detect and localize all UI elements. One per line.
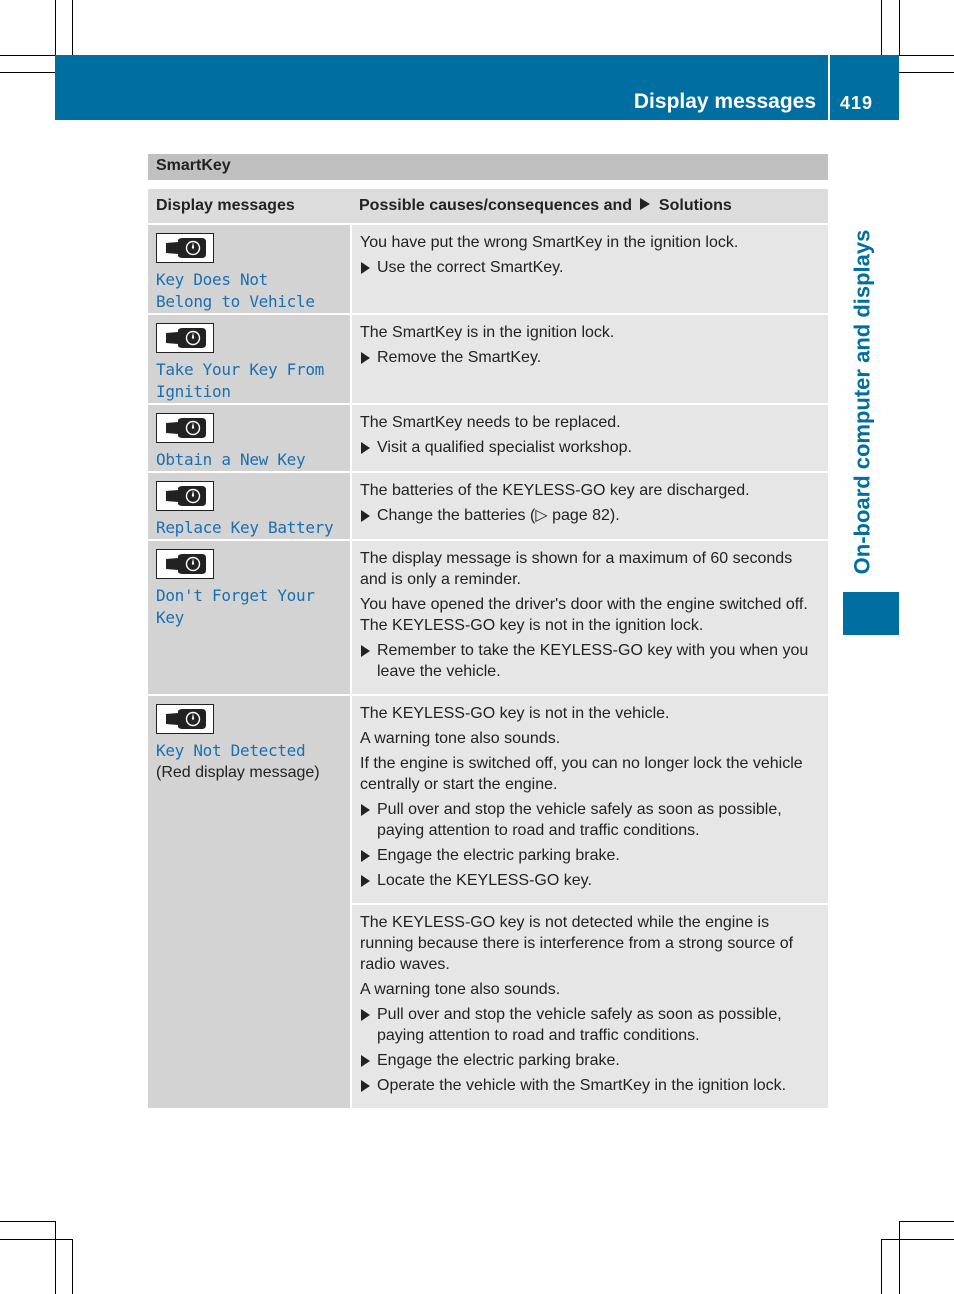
- crop-mark: [0, 1221, 55, 1222]
- cause-text: You have put the wrong SmartKey in the ignition lock.: [360, 234, 739, 251]
- crop-mark: [899, 1221, 954, 1222]
- header-divider: [828, 55, 830, 120]
- solution-step: [360, 437, 822, 458]
- solution-text: Remember to take the KEYLESS-GO key with you when you leave the vehicle.: [377, 642, 809, 680]
- solution-arrow-icon: [361, 1009, 370, 1021]
- display-message-text: Obtain a New Key: [156, 450, 306, 469]
- solution-text: Engage the electric parking brake.: [377, 847, 620, 864]
- table-row: [148, 695, 828, 904]
- solution-step: [360, 1050, 822, 1071]
- message-cell: [148, 314, 351, 404]
- solution-arrow-icon: [361, 850, 370, 862]
- crop-mark: [55, 0, 56, 55]
- solution-arrow-icon: [361, 804, 370, 816]
- chapter-tab-marker: [843, 592, 899, 635]
- crop-mark: [881, 0, 882, 55]
- chapter-tab-label: On-board computer and displays: [849, 229, 874, 575]
- table-row: [148, 224, 828, 314]
- table-row: [148, 404, 828, 472]
- page-number: 419: [840, 93, 874, 113]
- cause-text: The display message is shown for a maximum of 60 seconds and is only a reminder.: [360, 550, 793, 588]
- solution-arrow-icon: [361, 442, 370, 454]
- page-title: Display messages: [633, 90, 816, 113]
- crop-mark: [899, 0, 900, 55]
- solution-step: [360, 257, 822, 278]
- crop-mark: [72, 0, 73, 55]
- crop-mark: [0, 72, 55, 73]
- display-message-text: Key: [156, 608, 184, 627]
- smartkey-icon: [163, 237, 207, 259]
- solution-text: Visit a qualified specialist workshop.: [377, 439, 632, 456]
- solution-step: [360, 1004, 822, 1046]
- solution-text: Operate the vehicle with the SmartKey in the ignition lock.: [377, 1077, 787, 1094]
- column-header-causes: [351, 189, 828, 224]
- solution-arrow-icon: [361, 1080, 370, 1092]
- cause-text: The SmartKey is in the ignition lock.: [360, 324, 615, 341]
- message-cell: [148, 540, 351, 695]
- smartkey-icon-frame: [156, 549, 214, 579]
- section-header: [148, 154, 828, 180]
- section-title: SmartKey: [156, 157, 231, 174]
- display-message-text: Key Does Not: [156, 270, 268, 289]
- display-message-text: Key Not Detected: [156, 741, 306, 760]
- solution-step: [360, 799, 822, 841]
- solution-step: [360, 1075, 822, 1096]
- solution-text: Locate the KEYLESS-GO key.: [377, 872, 592, 889]
- solution-step: [360, 347, 822, 368]
- display-message-text: Ignition: [156, 382, 231, 401]
- smartkey-icon: [163, 327, 207, 349]
- cause-text: A warning tone also sounds.: [360, 981, 561, 998]
- smartkey-icon: [163, 485, 207, 507]
- crop-mark: [0, 1239, 72, 1240]
- solution-step: [360, 640, 822, 682]
- cause-text: The SmartKey needs to be replaced.: [360, 414, 621, 431]
- table-header-row: [148, 189, 828, 224]
- column-header-messages: Display messages: [148, 189, 351, 224]
- solution-arrow-icon: [361, 510, 370, 522]
- display-message-text: Don't Forget Your: [156, 586, 315, 605]
- cause-text: A warning tone also sounds.: [360, 730, 561, 747]
- column-header-causes-label: Possible causes/consequences and: [359, 197, 633, 214]
- causes-cell: [351, 472, 828, 540]
- solution-text: Engage the electric parking brake.: [377, 1052, 620, 1069]
- causes-cell: [351, 904, 828, 1108]
- message-cell: [148, 695, 351, 1108]
- crop-mark: [0, 55, 55, 56]
- causes-cell: [351, 224, 828, 314]
- crop-mark: [55, 1221, 56, 1294]
- crop-mark: [899, 1221, 900, 1294]
- crop-mark: [881, 1239, 882, 1294]
- crop-mark: [899, 55, 954, 56]
- cause-text: You have opened the driver's door with the engine switched off. The KEYLESS-GO key is not in the ignition lock.: [360, 596, 808, 634]
- crop-mark: [72, 1239, 73, 1294]
- cause-text: The KEYLESS-GO key is not in the vehicle.: [360, 705, 670, 722]
- causes-cell: [351, 314, 828, 404]
- smartkey-icon-frame: [156, 323, 214, 353]
- solution-arrow-icon: [361, 352, 370, 364]
- display-message-text: Replace Key Battery: [156, 518, 334, 537]
- messages-table: [148, 189, 828, 1108]
- message-cell: [148, 404, 351, 472]
- smartkey-icon-frame: [156, 413, 214, 443]
- table-row: [148, 540, 828, 695]
- chapter-tab: [842, 222, 882, 582]
- column-header-solutions-label: Solutions: [658, 197, 732, 214]
- cause-text: If the engine is switched off, you can no longer lock the vehicle centrally or start the engine.: [360, 755, 803, 793]
- cause-text: The KEYLESS-GO key is not detected while the engine is running because there is interference from a strong source of radio waves.: [360, 914, 794, 973]
- causes-cell: [351, 540, 828, 695]
- causes-cell: [351, 404, 828, 472]
- causes-cell: [351, 695, 828, 904]
- solution-arrow-icon: [361, 262, 370, 274]
- smartkey-icon: [163, 417, 207, 439]
- message-cell: [148, 472, 351, 540]
- solution-text: Change the batteries (▷ page 82).: [377, 507, 620, 524]
- solution-text: Remove the SmartKey.: [377, 349, 542, 366]
- solution-text: Pull over and stop the vehicle safely as soon as possible, paying attention to road and traffic conditions.: [377, 1006, 782, 1044]
- smartkey-icon-frame: [156, 481, 214, 511]
- solution-arrow-icon: [638, 197, 652, 211]
- crop-mark: [881, 1239, 954, 1240]
- message-note: (Red display message): [156, 764, 320, 781]
- smartkey-icon-frame: [156, 704, 214, 734]
- solution-step: [360, 845, 822, 866]
- smartkey-icon-frame: [156, 233, 214, 263]
- crop-mark: [899, 72, 954, 73]
- smartkey-icon: [163, 553, 207, 575]
- message-cell: [148, 224, 351, 314]
- solution-text: Pull over and stop the vehicle safely as soon as possible, paying attention to road and traffic conditions.: [377, 801, 782, 839]
- solution-arrow-icon: [361, 1055, 370, 1067]
- cause-text: The batteries of the KEYLESS-GO key are discharged.: [360, 482, 750, 499]
- solution-text: Use the correct SmartKey.: [377, 259, 564, 276]
- table-row: [148, 472, 828, 540]
- display-message-text: Belong to Vehicle: [156, 292, 315, 311]
- solution-arrow-icon: [361, 645, 370, 657]
- display-message-text: Take Your Key From: [156, 360, 324, 379]
- solution-step: [360, 870, 822, 891]
- table-row: [148, 314, 828, 404]
- solution-step: [360, 505, 822, 526]
- smartkey-icon: [163, 708, 207, 730]
- solution-arrow-icon: [361, 875, 370, 887]
